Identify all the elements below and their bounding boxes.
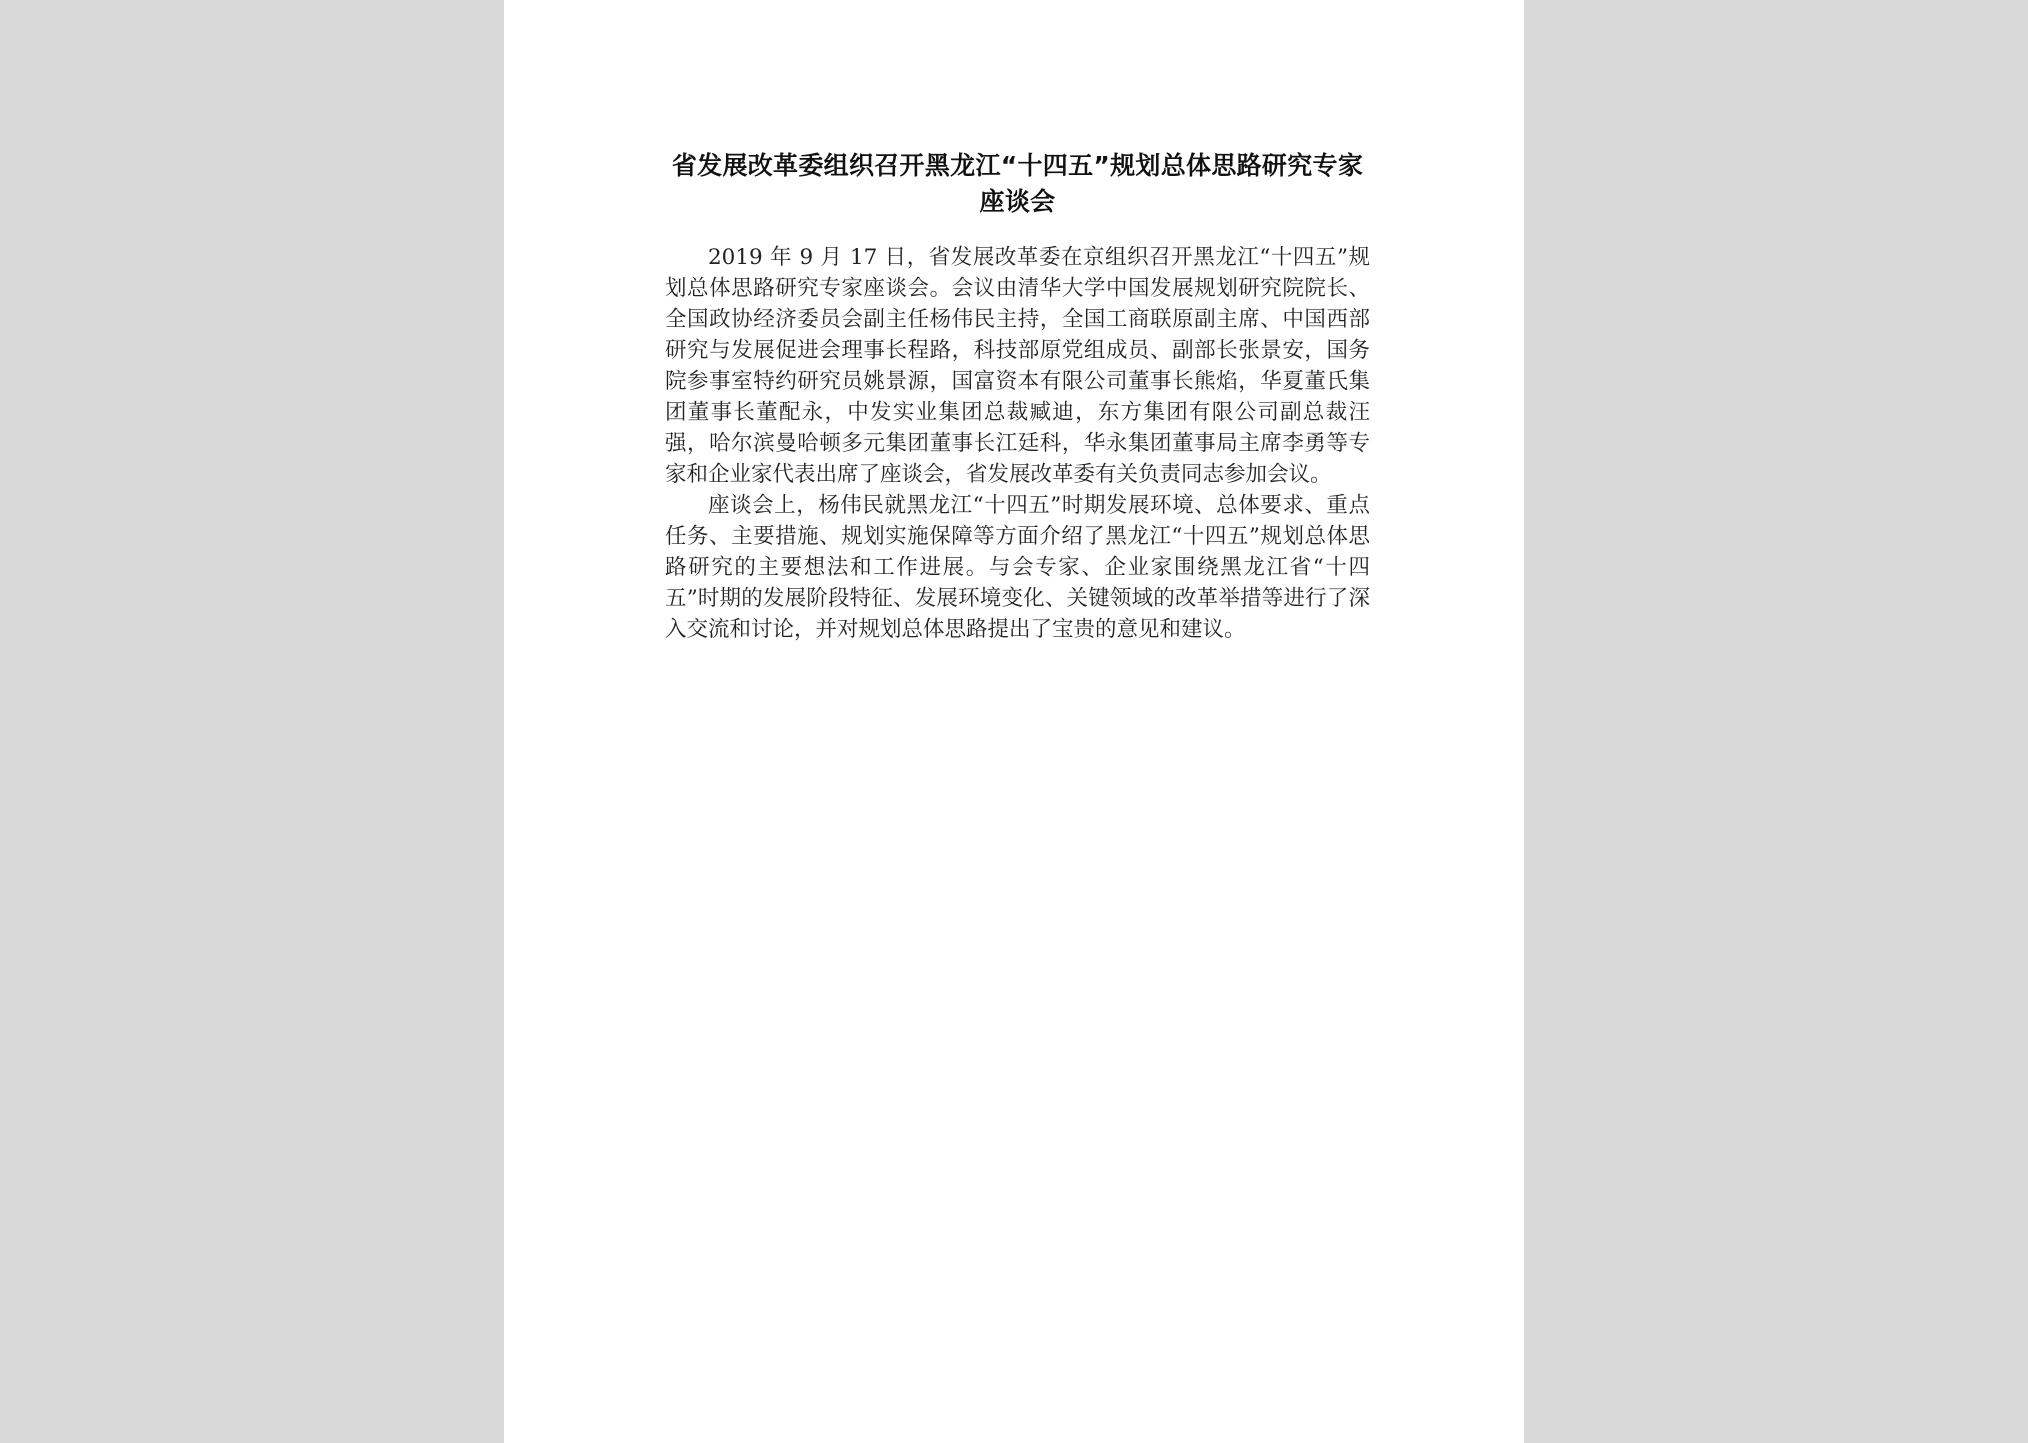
- document-page: [504, 0, 1524, 1443]
- paragraph-1: 2019 年 9 月 17 日，省发展改革委在京组织召开黑龙江“十四五”规划总体思路研究专家座谈会。会议由清华大学中国发展规划研究院院长、全国政协经济委员会副主任杨伟民主持，全国工商联原副主席、中国西部研究与发展促进会理事长程路，科技部原党组成员、副部长张景安，国务院参事室特约研究员姚景源，国富资本有限公司董事长熊焰，华夏董氏集团董事长董配永，中发实业集团总裁臧迪，东方集团有限公司副总裁汪强，哈尔滨曼哈顿多元集团董事长江廷科，华永集团董事局主席李勇等专家和企业家代表出席了座谈会，省发展改革委有关负责同志参加会议。: [665, 245, 1370, 487]
- page-content: [665, 148, 1370, 645]
- document-title: 省发展改革委组织召开黑龙江“十四五”规划总体思路研究专家座谈会: [671, 151, 1364, 216]
- paragraph-2: 座谈会上，杨伟民就黑龙江“十四五”时期发展环境、总体要求、重点任务、主要措施、规划实施保障等方面介绍了黑龙江“十四五”规划总体思路研究的主要想法和工作进展。与会专家、企业家围绕黑龙江省“十四五”时期的发展阶段特征、发展环境变化、关键领域的改革举措等进行了深入交流和讨论，并对规划总体思路提出了宝贵的意见和建议。: [665, 493, 1370, 642]
